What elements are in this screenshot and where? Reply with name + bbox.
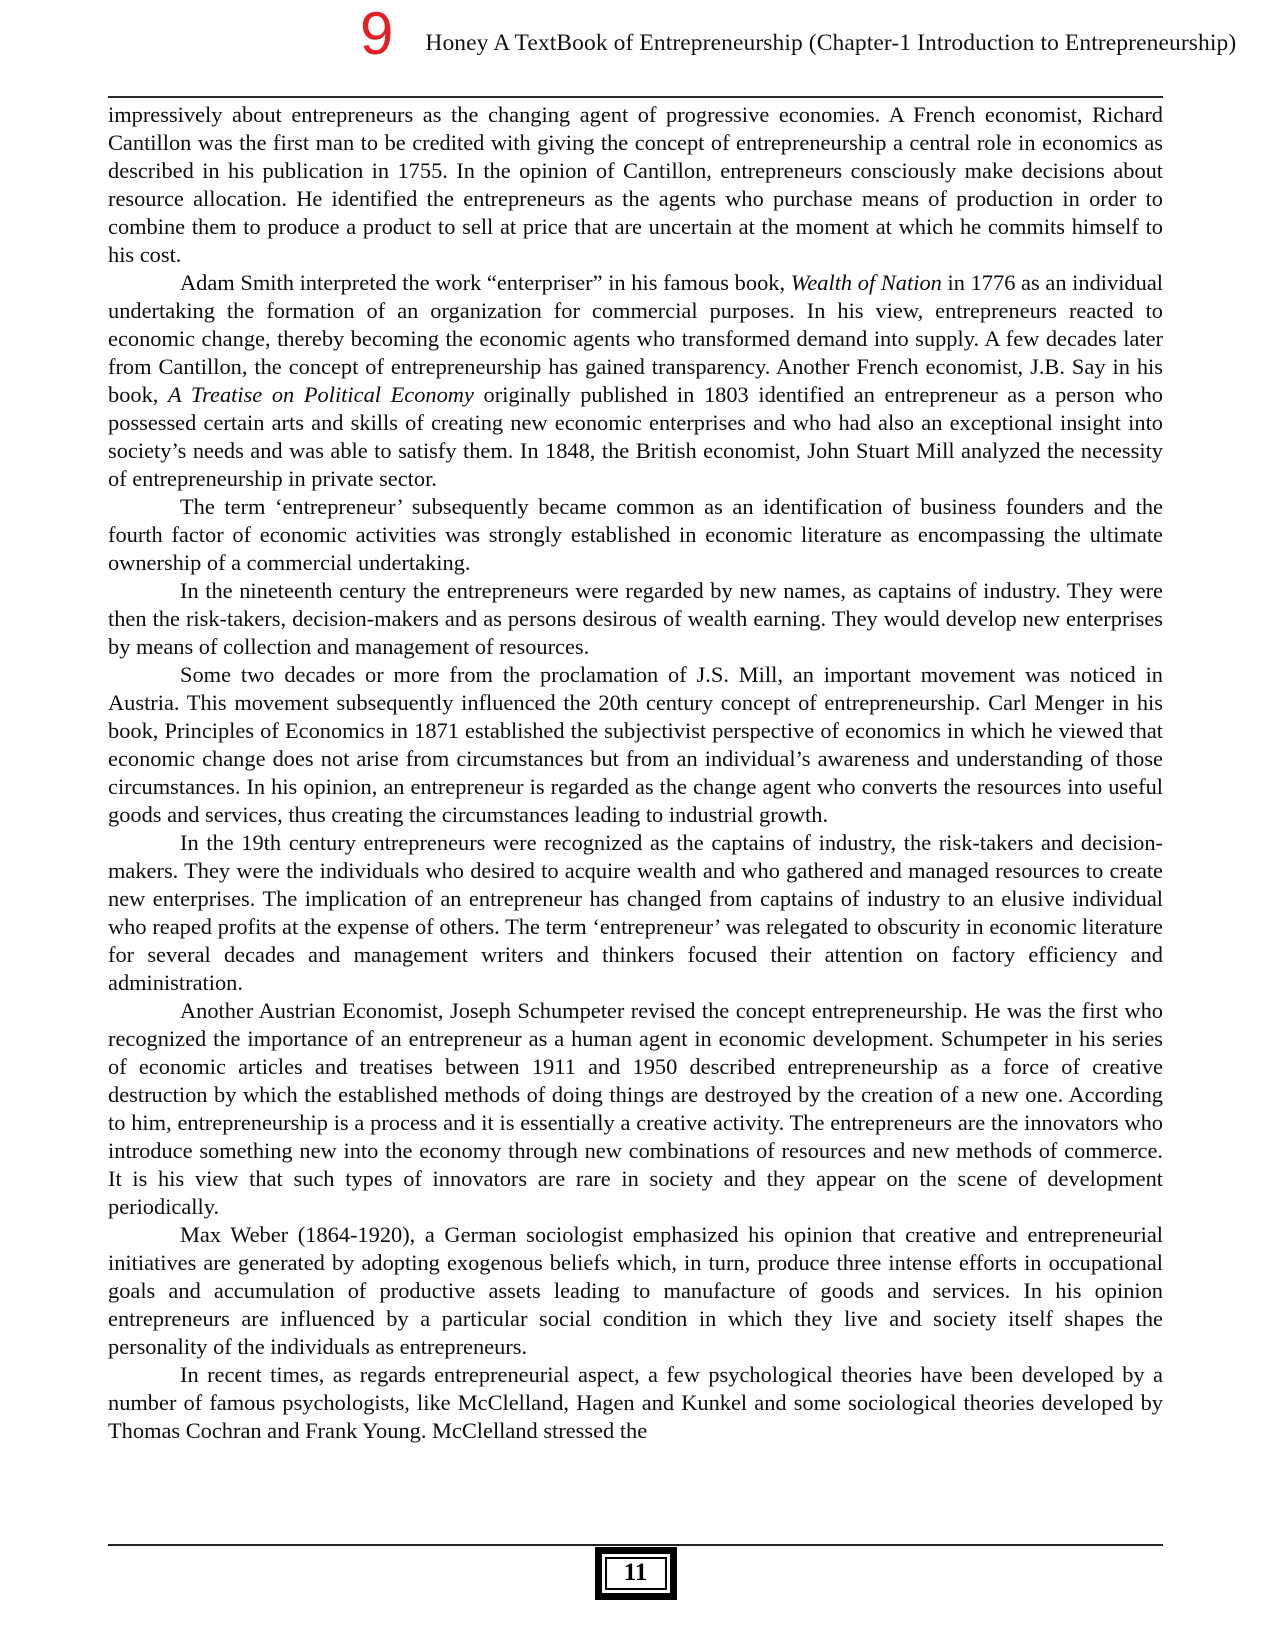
header-chapter-number: 9 — [360, 0, 394, 67]
page-body — [108, 101, 1163, 1445]
text-run: In the 19th century entrepreneurs were recognized as the captains of industry, the risk-takers and decision-makers. They were the individuals who desired to acquire wealth and who gathered and managed resources to create new enterprises. The implication of an entrepreneur has changed from captains of industry to an elusive individual who reaped profits at the expense of others. The term ‘entrepreneur’ was relegated to obscurity in economic literature for several decades and management writers and thinkers focused their attention on factory efficiency and administration. — [108, 830, 1163, 995]
paragraph — [108, 661, 1163, 829]
book-title-italic: A Treatise on Political Economy — [168, 382, 474, 407]
book-title-italic: Wealth of Nation — [790, 270, 942, 295]
text-run: originally published in 1803 identified an entrepreneur as a person who possessed certain arts and skills of creating new economic enterprises and who had also an exceptional insight into society’s needs and was able to satisfy them. In 1848, the British economist, John Stuart Mill analyzed the necessity of entrepreneurship in private sector. — [108, 382, 1163, 491]
page-number: 11 — [623, 1559, 648, 1586]
text-run: In recent times, as regards entrepreneurial aspect, a few psychological theories have been developed by a number of famous psychologists, like McClelland, Hagen and Kunkel and some sociological theories developed by Thomas Cochran and Frank Young. McClelland stressed the — [108, 1362, 1163, 1443]
text-run: In the nineteenth century the entrepreneurs were regarded by new names, as captains of industry. They were then the risk-takers, decision-makers and as persons desirous of wealth earning. They would develop new enterprises by means of collection and management of resources. — [108, 578, 1163, 659]
text-run: The term ‘entrepreneur’ subsequently became common as an identification of business founders and the fourth factor of economic activities was strongly established in economic literature as encompassing the ultimate ownership of a commercial undertaking. — [108, 494, 1163, 575]
paragraph — [108, 577, 1163, 661]
header-row — [108, 0, 1237, 97]
paragraph — [108, 101, 1163, 269]
page-footer — [108, 1544, 1163, 1600]
paragraph — [108, 269, 1163, 493]
paragraph — [108, 829, 1163, 997]
footer-divider — [108, 1544, 1163, 1546]
header-title: Honey A TextBook of Entrepreneurship (Chapter-1 Introduction to Entrepreneurship) — [425, 30, 1237, 56]
page-header — [108, 0, 1237, 99]
text-run: impressively about entrepreneurs as the changing agent of progressive economies. A French economist, Richard Cantillon was the first man to be credited with giving the concept of entrepreneurship a central role in economics as described in his publication in 1755. In the opinion of Cantillon, entrepreneurs consciously make decisions about resource allocation. He identified the entrepreneurs as the agents who purchase means of production in order to combine them to produce a product to sell at price that are uncertain at the moment at which he commits himself to his cost. — [108, 102, 1163, 267]
text-run: Adam Smith interpreted the work “enterpriser” in his famous book, — [180, 270, 791, 295]
page-number-mat — [602, 1554, 670, 1593]
page-number-box — [595, 1547, 677, 1600]
text-run: in 1776 as an individual undertaking the formation of an organization for commercial purposes. In his view, entrepreneurs reacted to economic change, thereby becoming the economic agents who transformed demand into supply. A few decades later from Cantillon, the concept of entrepreneurship has gained transparency. Another French economist, J.B. Say in his book, — [108, 270, 1163, 407]
text-run: Another Austrian Economist, Joseph Schumpeter revised the concept entrepreneurship. He was the first who recognized the importance of an entrepreneur as a human agent in economic development. Schumpeter in his series of economic articles and treatises between 1911 and 1950 described entrepreneurship as a force of creative destruction by which the established methods of doing things are destroyed by the creation of a new one. According to him, entrepreneurship is a process and it is essentially a creative activity. The entrepreneurs are the innovators who introduce something new into the economy through new combinations of resources and new methods of commerce. It is his view that such types of innovators are rare in society and they appear on the scene of development periodically. — [108, 998, 1163, 1219]
paragraph — [108, 997, 1163, 1221]
paragraph — [108, 1221, 1163, 1361]
text-run: Max Weber (1864-1920), a German sociologist emphasized his opinion that creative and entrepreneurial initiatives are generated by adopting exogenous beliefs which, in turn, produce three intense efforts in occupational goals and accumulation of productive assets leading to manufacture of goods and services. In his opinion entrepreneurs are influenced by a particular social condition in which they live and society itself shapes the personality of the individuals as entrepreneurs. — [108, 1222, 1163, 1359]
paragraph — [108, 493, 1163, 577]
text-run: Some two decades or more from the proclamation of J.S. Mill, an important movement was noticed in Austria. This movement subsequently influenced the 20th century concept of entrepreneurship. Carl Menger in his book, Principles of Economics in 1871 established the subjectivist perspective of economics in which he viewed that economic change does not arise from circumstances but from an individual’s awareness and understanding of those circumstances. In his opinion, an entrepreneur is regarded as the change agent who converts the resources into useful goods and services, thus creating the circumstances leading to industrial growth. — [108, 662, 1163, 827]
header-divider — [108, 96, 1163, 98]
page-number-frame — [605, 1557, 667, 1590]
paragraph — [108, 1361, 1163, 1445]
